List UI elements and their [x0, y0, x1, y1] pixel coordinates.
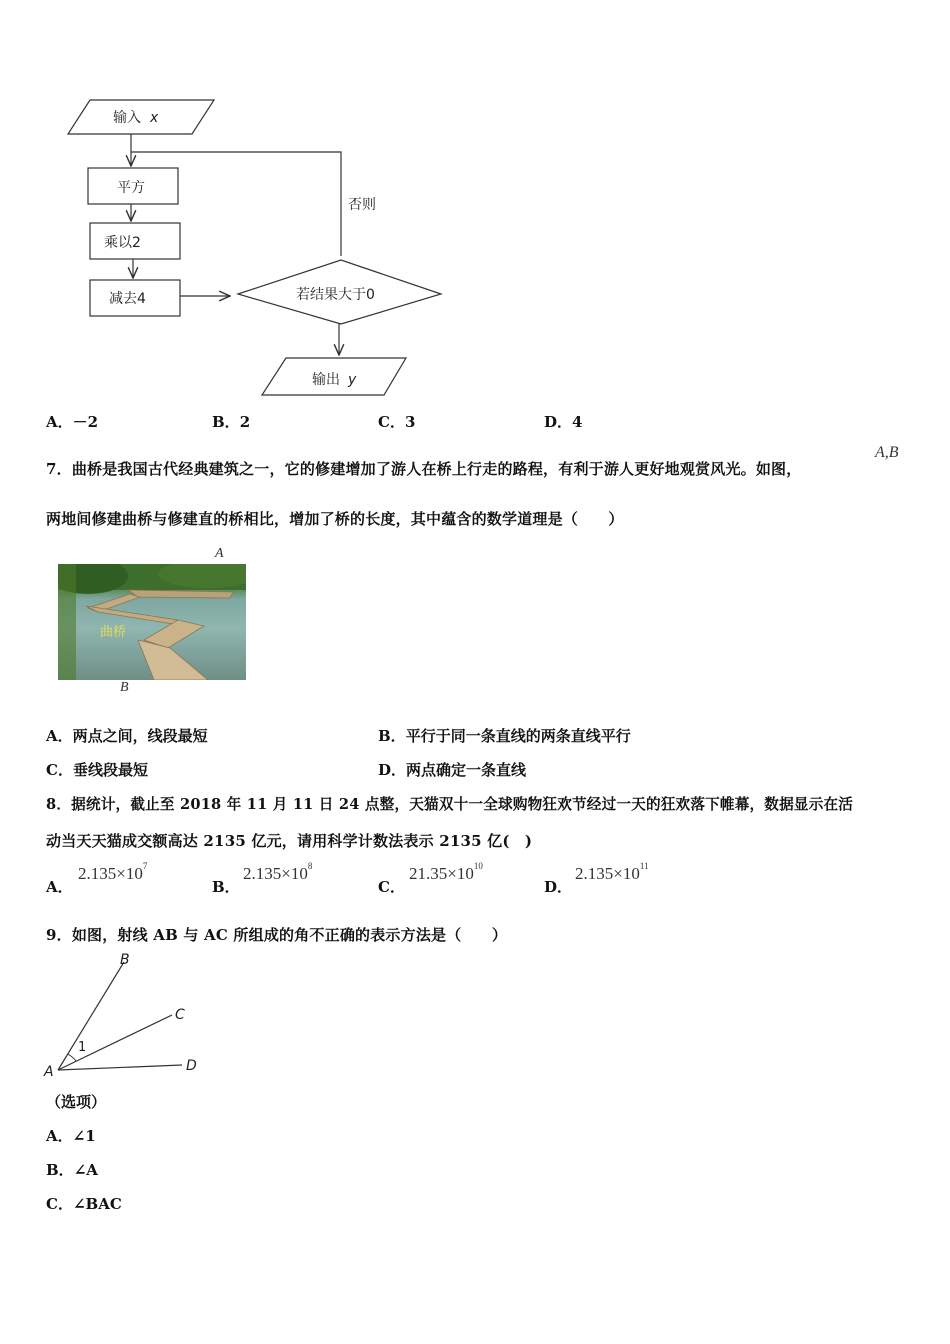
q8-option-b-letter: B． [212, 878, 240, 896]
q9-option-c: C．∠BAC [46, 1195, 122, 1213]
q8-stem-line1: 8．据统计，截止至 2018 年 11 月 11 日 24 点整，天猫双十一全球购物狂欢节经过一天的狂欢落下帷幕，数据显示在活 [46, 796, 854, 813]
q8-option-a-value: $2.135\times 10^7$ [78, 861, 148, 883]
photo-label-b: B [120, 680, 129, 695]
minus4-label: 减去4 [109, 291, 146, 307]
point-d-label: D [186, 1058, 197, 1074]
q6-option-d: D．4 [544, 413, 583, 431]
q8-option-d-value: $2.135\times 10^{11}$ [575, 861, 649, 883]
q8-option-a-letter: A． [46, 878, 73, 896]
input-var: x [150, 110, 159, 126]
input-label: 输入 [113, 110, 141, 126]
point-a-label: A [44, 1064, 54, 1080]
output-var: y [348, 372, 357, 388]
q8-option-c-letter: C． [378, 878, 405, 896]
zigzag-bridge-photo [58, 564, 246, 680]
photo-caption: 曲桥 [100, 625, 127, 640]
no-label: 否则 [348, 197, 376, 213]
input-box [68, 100, 214, 134]
q7-option-a: A．两点之间，线段最短 [46, 727, 208, 745]
flowchart-diagram [0, 0, 460, 400]
q8-option-d-letter: D． [544, 878, 573, 896]
q9-stem: 9．如图，射线 AB 与 AC 所组成的角不正确的表示方法是（ ） [46, 926, 508, 944]
q7-option-d: D．两点确定一条直线 [378, 761, 527, 779]
q7-option-b: B．平行于同一条直线的两条直线平行 [378, 727, 631, 745]
q9-option-b: B．∠A [46, 1161, 98, 1179]
q8-option-b-value: $2.135\times 10^8$ [243, 861, 313, 883]
q6-option-a: A．－2 [46, 413, 99, 431]
q7-stem-line1: 7．曲桥是我国古代经典建筑之一，它的修建增加了游人在桥上行走的路程，有利于游人更好地观赏风光。如图， [46, 460, 802, 478]
output-label: 输出 [312, 372, 340, 388]
angle-arc [68, 1054, 76, 1061]
times2-label: 乘以2 [104, 235, 141, 251]
ray-ad [58, 1065, 182, 1070]
bridge-illustration [58, 564, 246, 680]
q9-option-a: A．∠1 [46, 1127, 96, 1145]
q9-options-heading: （选项） [46, 1093, 107, 1111]
q6-option-b: B．2 [212, 413, 251, 431]
angle-diagram [40, 948, 220, 1083]
q7-stem-line2: 两地间修建曲桥与修建直的桥相比，增加了桥的长度，其中蕴含的数学道理是（ ） [46, 510, 624, 528]
angle-one-label: 1 [78, 1040, 87, 1055]
q8-stem-line2: 动当天天猫成交额高达 2135 亿元，请用科学计数法表示 2135 亿( ) [46, 832, 533, 850]
point-b-label: B [120, 952, 130, 968]
q8-option-c-value: $21.35\times 10^{10}$ [409, 861, 483, 883]
square-label: 平方 [117, 180, 145, 196]
q7-ab-label: A,B [875, 444, 899, 461]
decision-label: 若结果大于0 [296, 287, 375, 303]
point-c-label: C [175, 1007, 185, 1023]
q6-option-c: C．3 [378, 413, 416, 431]
q7-option-c: C．垂线段最短 [46, 761, 148, 779]
photo-label-a: A [215, 546, 224, 561]
